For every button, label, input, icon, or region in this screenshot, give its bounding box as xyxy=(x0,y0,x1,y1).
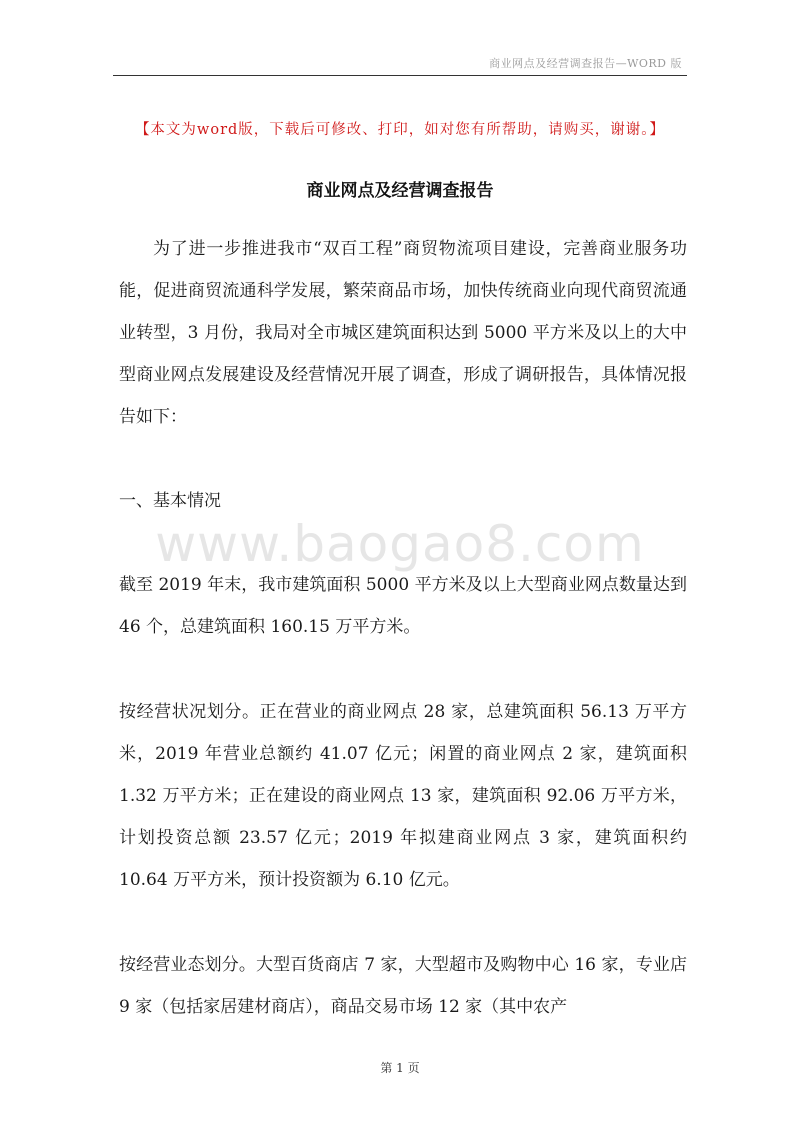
watermark: www.baogao8.com xyxy=(155,515,645,573)
section-heading: 一、基本情况 xyxy=(119,491,221,511)
header-divider xyxy=(113,75,687,76)
page-number: 第 1 页 xyxy=(380,1061,420,1075)
purchase-notice: 【本文为word版，下载后可修改、打印，如对您有所帮助，请购买，谢谢。】 xyxy=(134,122,666,138)
intro-paragraph: 为了进一步推进我市“双百工程”商贸物流项目建设，完善商业服务功能，促进商贸流通科学发展，繁荣商品市场，加快传统商业向现代商贸流通业转型，3 月份，我局对全市城区建筑面积达到 5000 平方米及以上的大中型商业网点发展建设及经营情况开展了调查，形成了调研报告，具体情况报告如下： xyxy=(119,239,687,427)
format-paragraph: 按经营业态划分。大型百货商店 7 家，大型超市及购物中心 16 家，专业店 9 家（包括家居建材商店），商品交易市场 12 家（其中农产 xyxy=(119,955,687,1017)
document-title: 商业网点及经营调查报告 xyxy=(306,181,494,201)
running-header: 商业网点及经营调查报告—WORD 版 xyxy=(489,57,682,70)
status-paragraph: 按经营状况划分。正在营业的商业网点 28 家，总建筑面积 56.13 万平方米，2019 年营业总额约 41.07 亿元；闲置的商业网点 2 家，建筑面积 1.32 万平方米；正在建设的商业网点 13 家，建筑面积 92.06 万平方米，计划投资总额 23.57 亿元；2019 年拟建商业网点 3 家，建筑面积约 10.64 万平方米，预计投资额为 6.10 亿元。 xyxy=(119,702,687,890)
overview-paragraph: 截至 2019 年末，我市建筑面积 5000 平方米及以上大型商业网点数量达到 46 个，总建筑面积 160.15 万平方米。 xyxy=(119,575,687,637)
